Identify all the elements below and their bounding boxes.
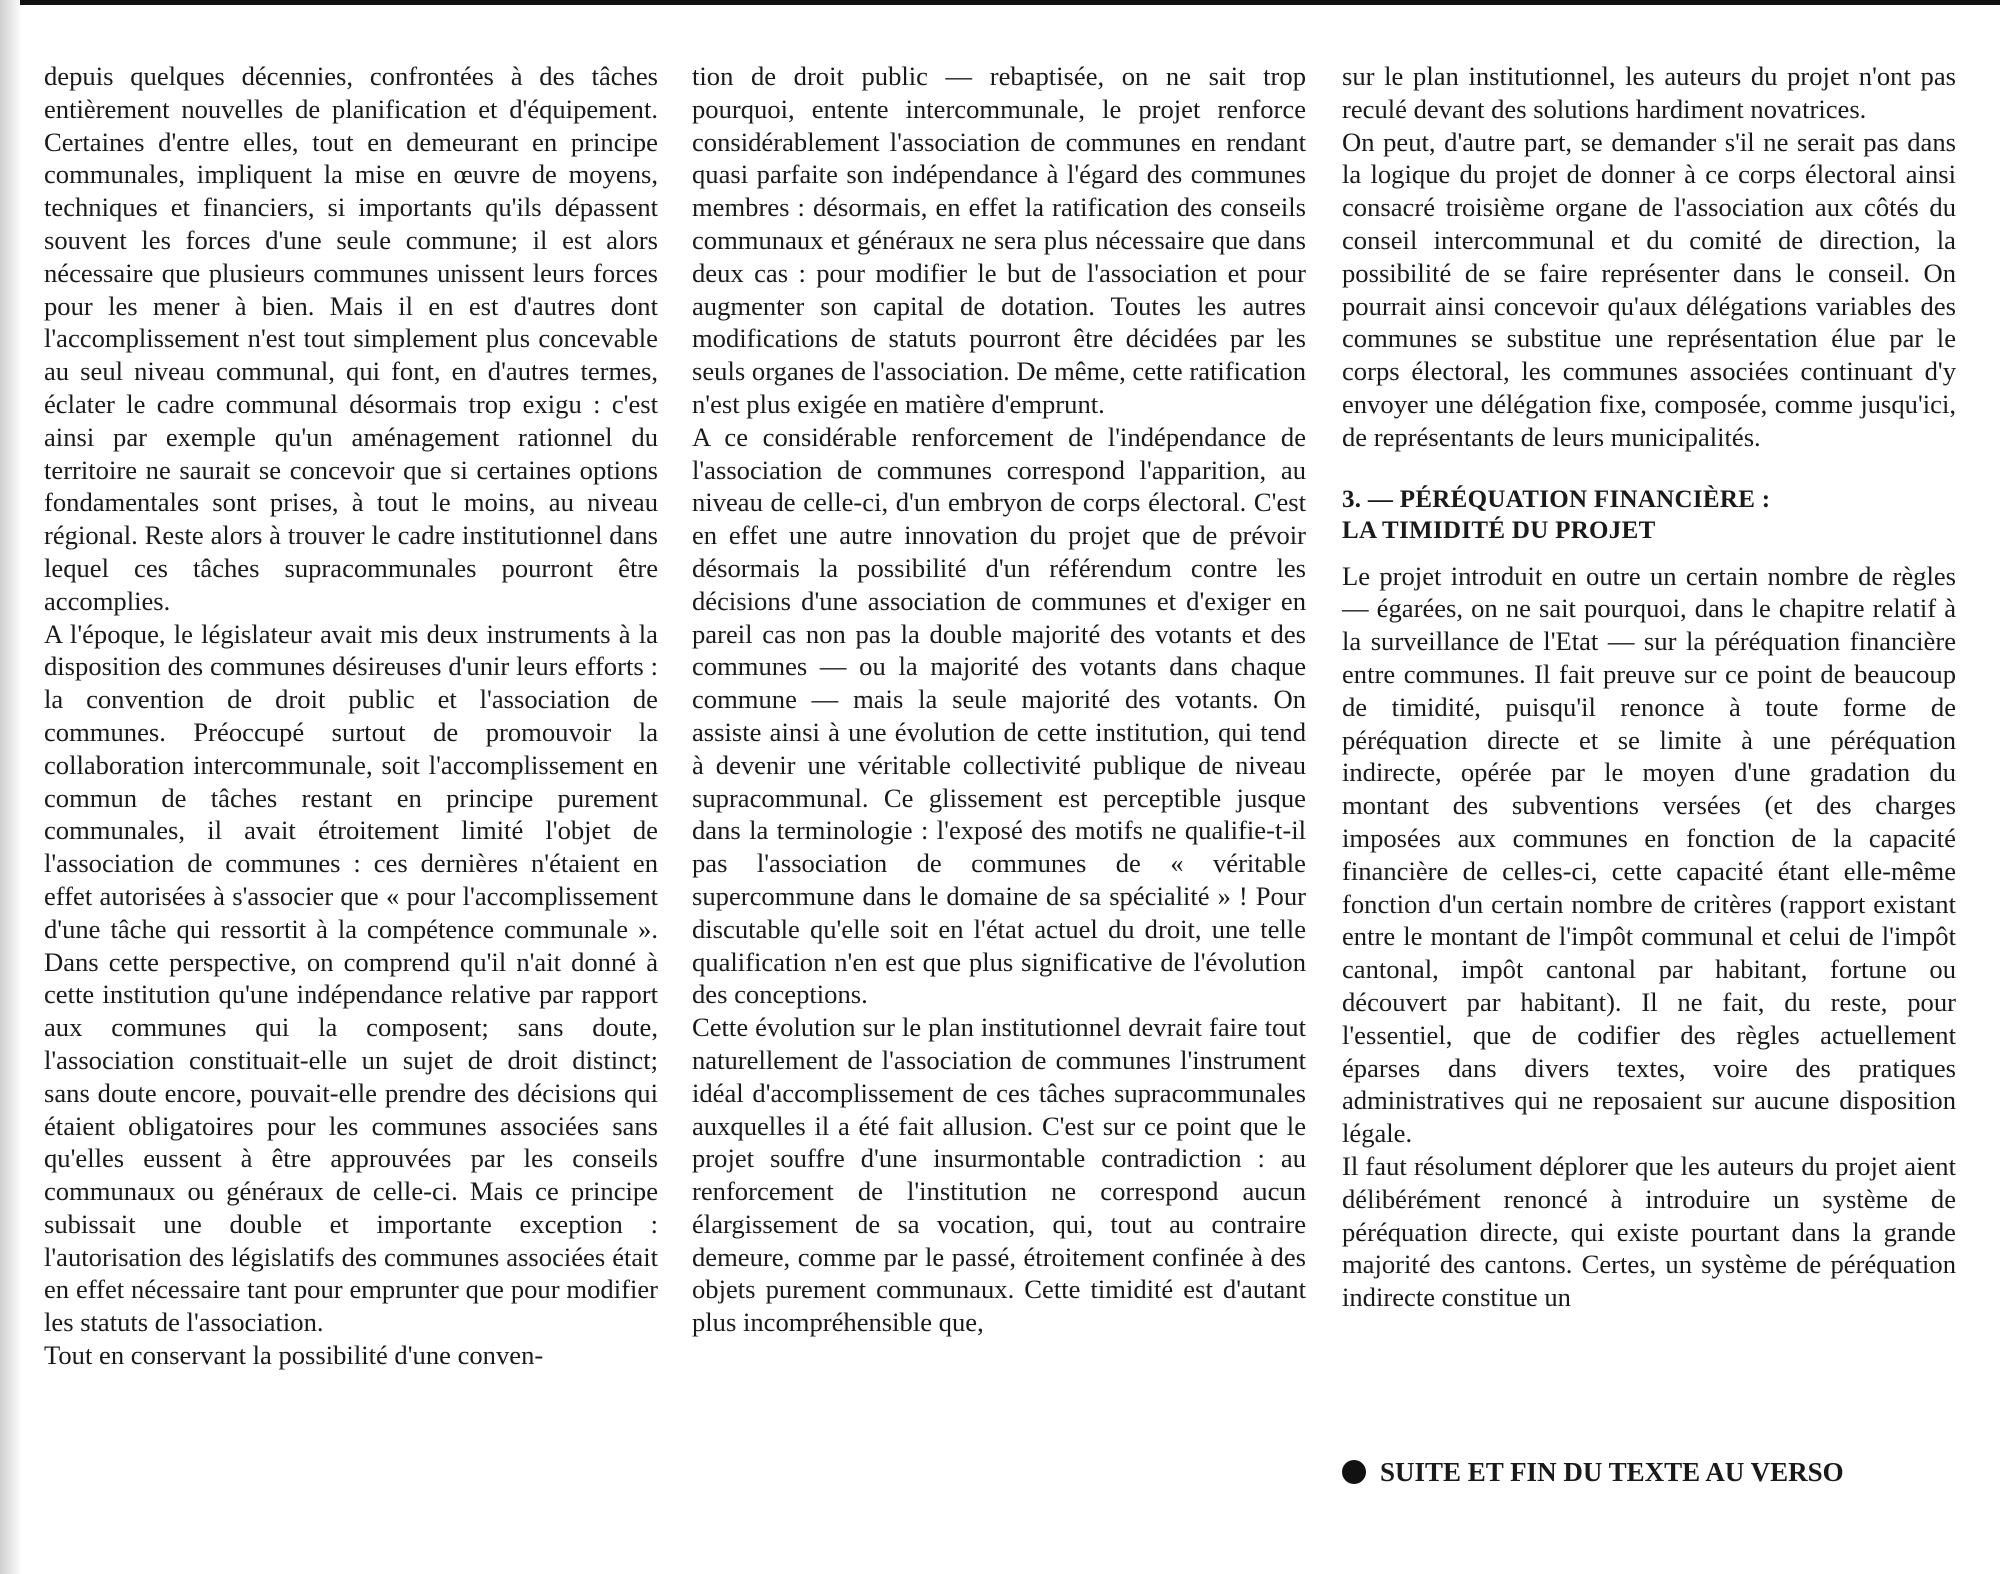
top-rule: [20, 0, 2000, 5]
bullet-icon: [1342, 1460, 1366, 1484]
column-3: [1342, 60, 1956, 1314]
column-1: [44, 60, 658, 1372]
section-heading-line-2: LA TIMIDITÉ DU PROJET: [1342, 516, 1656, 544]
section-heading: [1342, 484, 1956, 546]
col2-paragraph-1: tion de droit public — rebaptisée, on ne sait trop pourquoi, entente intercommunale, le projet renforce considérablement l'association de communes en rendant quasi parfaite son indépendance à l'égard des communes membres : désormais, en effet la ratification des conseils communaux et généraux ne sera plus nécessaire que dans deux cas : pour modifier le but de l'association et pour augmenter son capital de dotation. Toutes les autres modifications de statuts pourront être décidées par les seuls organes de l'association. De même, cette ratification n'est plus exigée en matière d'emprunt.: [692, 61, 1306, 419]
col2-paragraph-2: A ce considérable renforcement de l'indépendance de l'association de communes correspond l'apparition, au niveau de celle-ci, d'un embryon de corps électoral. C'est en effet une autre innovation du projet que de prévoir désormais la possibilité d'un référendum contre les décisions d'une association de communes et d'exiger en pareil cas non pas la double majorité des votants et des communes — ou la majorité des votants dans chaque commune — mais la seule majorité des votants. On assiste ainsi à une évolution de cette institution, qui tend à devenir une véritable collectivité publique de niveau supracommunal. Ce glissement est perceptible jusque dans la terminologie : l'exposé des motifs ne qualifie-t-il pas l'association de communes de « véritable supercommune dans le domaine de sa spécialité » ! Pour discutable qu'elle soit en l'état actuel du droit, une telle qualification n'en est que plus significative de l'évolution des conceptions.: [692, 421, 1306, 1010]
section-heading-line-1: 3. — PÉRÉQUATION FINANCIÈRE :: [1342, 485, 1771, 513]
col1-paragraph-1: depuis quelques décennies, confrontées à des tâches entièrement nouvelles de planification et d'équipement. Certaines d'entre elles, tout en demeurant en principe communales, impliquent la mise en œuvre de moyens, techniques et financiers, si importants qu'ils dépassent souvent les forces d'une seule commune; il est alors nécessaire que plusieurs communes unissent leurs forces pour les mener à bien. Mais il en est d'autres dont l'accomplissement n'est tout simplement plus concevable au seul niveau communal, qui font, en d'autres termes, éclater le cadre communal désormais trop exigu : c'est ainsi par exemple qu'un aménagement rationnel du territoire ne saurait se concevoir que si certaines options fondamentales sont prises, à tout le moins, au niveau régional. Reste alors à trouver le cadre institutionnel dans lequel ces tâches supracommunales pourront être accomplies.: [44, 61, 658, 616]
column-2: [692, 60, 1306, 1339]
col3-paragraph-3: Le projet introduit en outre un certain nombre de règles — égarées, on ne sait pourquoi, dans le chapitre relatif à la surveillance de l'Etat — sur la péréquation financière entre communes. Il fait preuve sur ce point de beaucoup de timidité, puisqu'il renonce à toute forme de péréquation directe et se limite à une péréquation indirecte, opérée par le moyen d'une gradation du montant des subventions versées (et des charges imposées aux communes en fonction de la capacité financière de celles-ci, cette capacité étant elle-même fonction d'un certain nombre de critères (rapport existant entre le montant de l'impôt communal et celui de l'impôt cantonal, impôt cantonal par habitant, fortune ou découvert par habitant). Il ne fait, du reste, pour l'essentiel, que de codifier des règles actuellement éparses dans divers textes, voire des pratiques administratives qui ne reposaient sur aucune disposition légale.: [1342, 560, 1956, 1149]
col2-paragraph-3: Cette évolution sur le plan institutionnel devrait faire tout naturellement de l'association de communes l'instrument idéal d'accomplissement de ces tâches supracommunales auxquelles il a été fait allusion. C'est sur ce point que le projet souffre d'une insurmontable contradiction : au renforcement de l'institution ne correspond aucun élargissement de sa vocation, qui, tout au contraire demeure, comme par le passé, étroitement confinée à des objets purement communaux. Cette timidité est d'autant plus incompréhensible que,: [692, 1012, 1306, 1338]
col1-paragraph-2: A l'époque, le législateur avait mis deux instruments à la disposition des communes désireuses d'unir leurs efforts : la convention de droit public et l'association de communes. Préoccupé surtout de promouvoir la collaboration intercommunale, soit l'accomplissement en commun de tâches restant en principe purement communales, il avait étroitement limité l'objet de l'association de communes : ces dernières n'étaient en effet autorisées à s'associer que « pour l'accomplissement d'une tâche qui ressortit à la compétence communale ». Dans cette perspective, on comprend qu'il n'ait donné à cette institution qu'une indépendance relative par rapport aux communes qui la composent; sans doute, l'association constituait-elle un sujet de droit distinct; sans doute encore, pouvait-elle prendre des décisions qui étaient obligatoires pour les communes associées sans qu'elles eussent à être approuvées par les conseils communaux ou généraux de celle-ci. Mais ce principe subissait une double et importante exception : l'autorisation des législatifs des communes associées était en effet nécessaire tant pour emprunter que pour modifier les statuts de l'association.: [44, 618, 658, 1338]
col3-paragraph-1: sur le plan institutionnel, les auteurs du projet n'ont pas reculé devant des solutions hardiment novatrices.: [1342, 61, 1956, 124]
col1-paragraph-3: Tout en conservant la possibilité d'une conven-: [44, 1340, 544, 1371]
col3-paragraph-2: On peut, d'autre part, se demander s'il ne serait pas dans la logique du projet de donner à ce corps électoral ainsi consacré troisième organe de l'association aux côtés du conseil intercommunal et du comité de direction, la possibilité de se faire représenter dans le conseil. On pourrait ainsi concevoir qu'aux délégations variables des communes se substitue une représentation élue par le corps électoral, les communes associées continuant d'y envoyer une délégation fixe, composée, comme jusqu'ici, de représentants de leurs municipalités.: [1342, 126, 1956, 452]
page-edge-shadow: [0, 0, 22, 1574]
continuation-text: SUITE ET FIN DU TEXTE AU VERSO: [1380, 1457, 1844, 1487]
continuation-note: [1342, 1455, 1956, 1489]
col3-paragraph-4: Il faut résolument déplorer que les auteurs du projet aient délibérément renoncé à introduire un système de péréquation directe, qui existe pourtant dans la grande majorité des cantons. Certes, un système de péréquation indirecte constitue un: [1342, 1150, 1956, 1313]
